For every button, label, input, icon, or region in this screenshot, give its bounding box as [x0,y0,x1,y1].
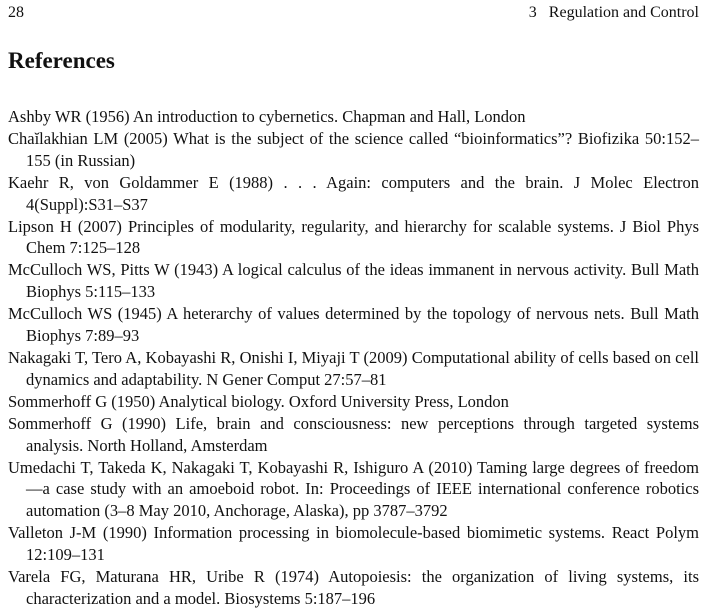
reference-entry: Kaehr R, von Goldammer E (1988) . . . Again: computers and the brain. J Molec Electron 4(Suppl):S31–S37 [8,172,699,214]
reference-entry: Sommerhoff G (1990) Life, brain and consciousness: new perceptions through targeted systems analysis. North Holland, Amsterdam [8,413,699,455]
reference-entry: McCulloch WS, Pitts W (1943) A logical calculus of the ideas immanent in nervous activity. Bull Math Biophys 5:115–133 [8,260,699,302]
page-number: 28 [8,4,24,21]
reference-entry: Varela FG, Maturana HR, Uribe R (1974) Autopoiesis: the organization of living systems, its characterization and a model. Biosystems 5:187–196 [8,567,699,608]
reference-list [8,106,699,610]
reference-entry: Lipson H (2007) Principles of modularity, regularity, and hierarchy for scalable systems. J Biol Phys Chem 7:125–128 [8,216,699,258]
reference-entry: Chaĭlakhian LM (2005) What is the subject of the science called “bioinformatics”? Biofizika 50:152–155 (in Russian) [8,128,699,170]
reference-entry: Ashby WR (1956) An introduction to cybernetics. Chapman and Hall, London [8,107,526,126]
reference-entry: Sommerhoff G (1950) Analytical biology. Oxford University Press, London [8,391,509,411]
section-heading: References [8,48,115,73]
reference-entry: Umedachi T, Takeda K, Nakagaki T, Kobayashi R, Ishiguro A (2010) Taming large degrees of freedom—a case study with an amoeboid robot. In: Proceedings of IEEE international conference robotics automation (3–8 May 2010, Anchorage, Alaska), pp 3787–3792 [8,457,699,521]
running-head [8,3,699,23]
chapter-title: 3 Regulation and Control [528,4,699,21]
reference-entry: McCulloch WS (1945) A heterarchy of values determined by the topology of nervous nets. Bull Math Biophys 7:89–93 [8,304,699,346]
reference-entry: Nakagaki T, Tero A, Kobayashi R, Onishi I, Miyaji T (2009) Computational ability of cells based on cell dynamics and adaptability. N Gener Comput 27:57–81 [8,347,699,389]
reference-entry: Valleton J-M (1990) Information processing in biomolecule-based biomimetic systems. React Polym 12:109–131 [8,523,699,565]
